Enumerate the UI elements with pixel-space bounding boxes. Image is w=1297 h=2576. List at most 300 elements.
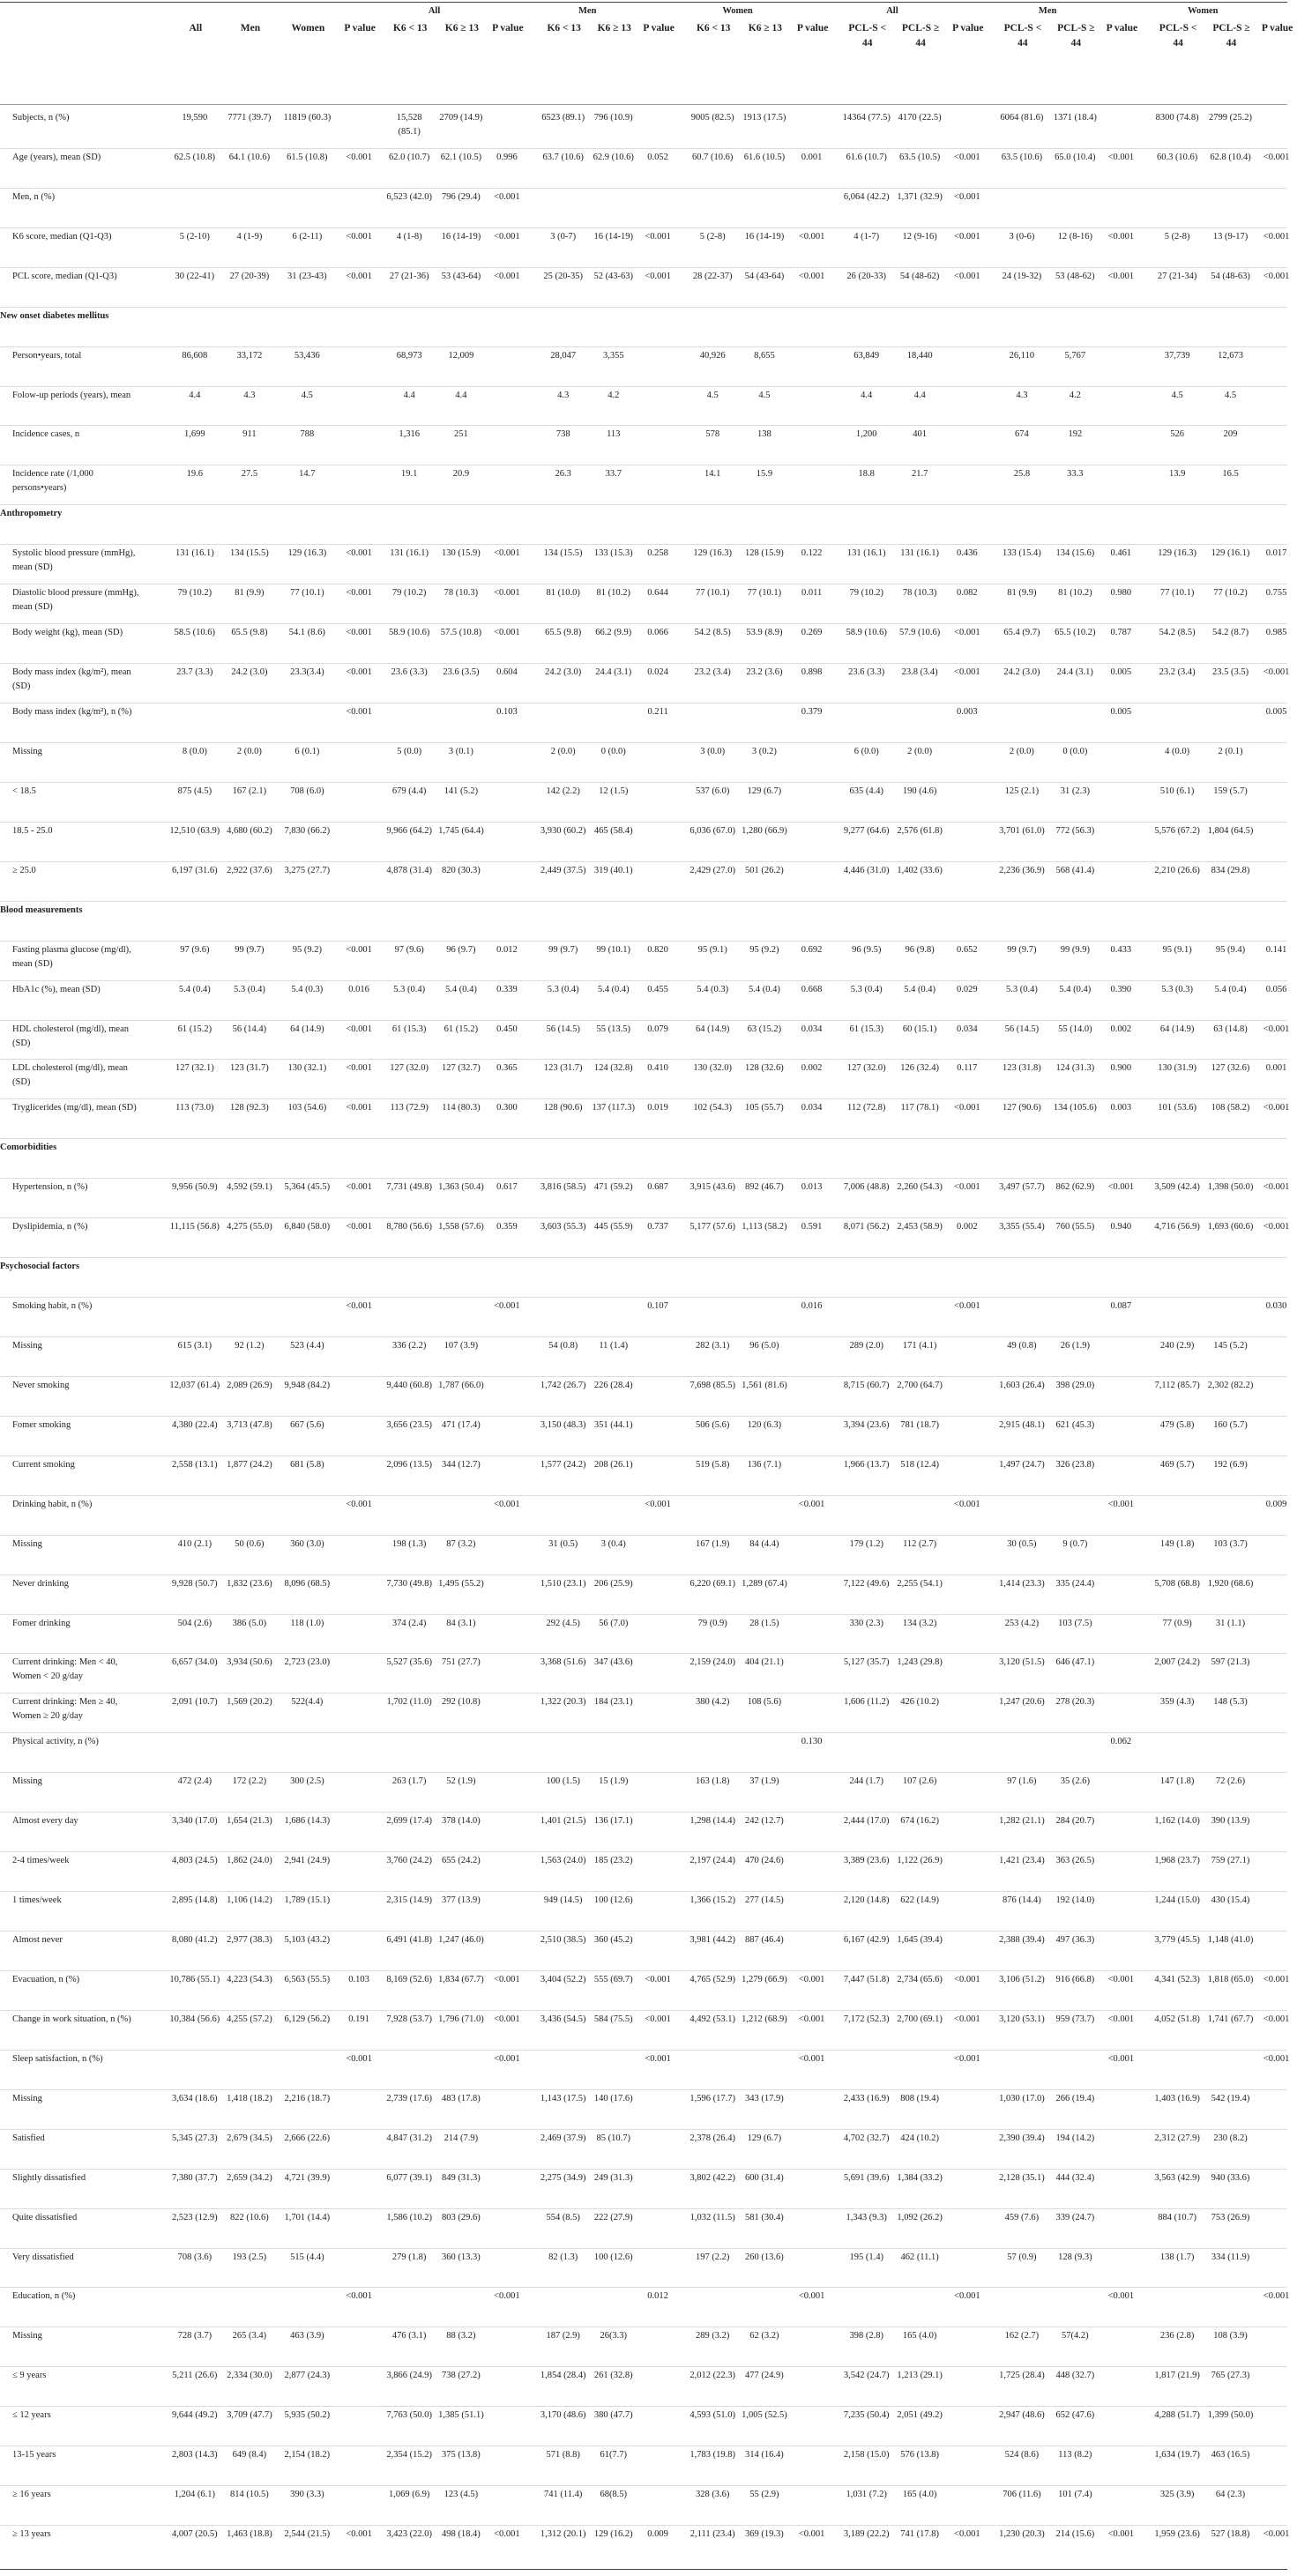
table-cell: 18,440	[906, 350, 933, 361]
table-cell: <0.001	[1107, 2529, 1135, 2540]
table-cell: 16.5	[1222, 469, 1239, 480]
table-cell: 85 (10.7)	[596, 2133, 630, 2143]
table-cell: 12,009	[448, 350, 474, 361]
table-cell: <0.001	[1107, 152, 1135, 162]
table-cell: 501 (26.2)	[745, 865, 784, 875]
column-header: Men	[240, 23, 261, 34]
table-cell: 5,708 (68.8)	[1154, 1578, 1200, 1589]
table-cell: 112 (72.8)	[847, 1103, 886, 1113]
table-cell: <0.001	[494, 271, 520, 281]
table-cell: 148 (5.3)	[1213, 1697, 1248, 1708]
table-cell: 2,388 (39.4)	[999, 1935, 1045, 1946]
table-cell: 123 (4.5)	[444, 2490, 479, 2500]
table-cell: 26(3.3)	[600, 2331, 628, 2341]
table-cell: 0.644	[647, 588, 668, 599]
table-cell: 1,832 (23.6)	[227, 1578, 272, 1589]
table-cell: 57.9 (10.6)	[898, 628, 941, 638]
table-cell: 1,148 (41.0)	[1207, 1935, 1254, 1946]
table-cell: 2799 (25.2)	[1209, 113, 1253, 123]
table-cell: 4.3	[557, 390, 570, 400]
column-header: K6 ≥ 13	[748, 23, 783, 34]
table-cell: 79 (10.2)	[391, 588, 427, 599]
row-divider	[0, 1732, 1287, 1733]
table-cell: 8,169 (52.6)	[386, 1974, 432, 1984]
table-cell: 4.5	[1224, 390, 1237, 400]
table-cell: 206 (25.9)	[593, 1578, 633, 1589]
table-cell: 5.4 (0.4)	[1214, 984, 1247, 994]
table-cell: 0.130	[801, 1737, 823, 1747]
table-cell: 2,723 (23.0)	[284, 1657, 331, 1668]
table-cell: 728 (3.7)	[177, 2331, 212, 2341]
table-cell: 0.011	[801, 588, 823, 599]
table-cell: 1,247 (46.0)	[438, 1935, 484, 1946]
table-cell: 99 (9.7)	[1007, 944, 1037, 955]
table-cell: 3,150 (48.3)	[540, 1419, 586, 1430]
table-cell: <0.001	[1107, 1499, 1135, 1509]
header-rule	[0, 104, 1287, 105]
table-cell: 2,666 (22.6)	[284, 2133, 331, 2143]
table-cell: 101 (53.6)	[1158, 1103, 1196, 1113]
table-cell: 123 (31.7)	[230, 1063, 269, 1074]
row-label: ≤ 12 years	[12, 2410, 51, 2421]
table-cell: 25.8	[1013, 469, 1031, 480]
table-cell: <0.001	[954, 231, 980, 242]
table-cell: 8,715 (60.7)	[843, 1380, 890, 1390]
table-cell: <0.001	[1263, 1182, 1290, 1193]
table-cell: 3,394 (23.6)	[843, 1419, 890, 1430]
table-cell: 60 (15.1)	[902, 1024, 937, 1034]
column-header: PCL-S < 44	[1003, 23, 1042, 48]
table-cell: <0.001	[954, 1301, 980, 1312]
table-cell: 53,436	[294, 350, 320, 361]
table-cell: 1,069 (6.9)	[388, 2490, 430, 2500]
table-cell: 26 (20-33)	[846, 271, 887, 281]
table-cell: 1913 (17.5)	[742, 113, 786, 123]
table-cell: 292 (4.5)	[546, 1618, 580, 1628]
table-cell: 3,120 (51.5)	[999, 1657, 1045, 1668]
table-cell: 1,143 (17.5)	[540, 2093, 586, 2103]
table-cell: 1,586 (10.2)	[386, 2212, 432, 2222]
table-cell: 117 (78.1)	[900, 1103, 939, 1113]
table-cell: 113 (73.0)	[175, 1103, 214, 1113]
table-cell: 131 (16.1)	[846, 548, 886, 559]
table-cell: 50 (0.6)	[235, 1538, 265, 1549]
table-cell: <0.001	[494, 2014, 520, 2024]
table-cell: 401	[913, 429, 927, 440]
table-cell: 137 (117.3)	[592, 1103, 636, 1113]
table-cell: 351 (44.1)	[593, 1419, 633, 1430]
table-cell: 374 (2.4)	[391, 1618, 427, 1628]
table-cell: 54 (0.8)	[548, 1341, 578, 1351]
table-cell: 129 (16.3)	[287, 548, 327, 559]
table-cell: 708 (3.6)	[177, 2252, 212, 2262]
table-cell: 64 (14.9)	[695, 1024, 730, 1034]
table-cell: 3,634 (18.6)	[172, 2093, 218, 2103]
table-cell: 27 (21-36)	[389, 271, 429, 281]
table-cell: 1,421 (23.4)	[999, 1856, 1045, 1866]
table-cell: 24.2 (3.0)	[231, 667, 268, 678]
table-cell: <0.001	[1263, 1974, 1290, 1984]
table-cell: 6,563 (55.5)	[284, 1974, 331, 1984]
table-cell: 834 (29.8)	[1211, 865, 1250, 875]
table-cell: <0.001	[494, 2053, 520, 2064]
table-cell: 16 (14-19)	[593, 231, 634, 242]
table-cell: 7,830 (66.2)	[284, 825, 331, 836]
table-cell: 7771 (39.7)	[227, 113, 272, 123]
table-cell: 81 (9.9)	[235, 588, 265, 599]
table-cell: 61 (15.2)	[444, 1024, 479, 1034]
table-cell: 57.5 (10.8)	[440, 628, 482, 638]
table-cell: 222 (27.9)	[593, 2212, 633, 2222]
table-cell: <0.001	[1263, 2291, 1290, 2302]
table-cell: 519 (5.8)	[695, 1459, 730, 1470]
table-cell: 1,634 (19.7)	[1154, 2450, 1200, 2461]
table-cell: 118 (1.0)	[290, 1618, 324, 1628]
table-cell: 380 (47.7)	[593, 2410, 633, 2421]
table-cell: <0.001	[954, 152, 980, 162]
table-cell: 8,080 (41.2)	[172, 1935, 218, 1946]
table-cell: 61.5 (10.8)	[287, 152, 328, 162]
table-cell: 134 (15.5)	[230, 548, 269, 559]
section-heading: Comorbidities	[0, 1143, 57, 1153]
table-cell: 6,167 (42.9)	[843, 1935, 890, 1946]
table-cell: 9,928 (50.7)	[172, 1578, 218, 1589]
table-cell: 506 (5.6)	[695, 1419, 730, 1430]
table-cell: <0.001	[346, 588, 372, 599]
table-cell: 23.2 (3.4)	[694, 667, 731, 678]
table-cell: 526	[1170, 429, 1184, 440]
table-cell: 61(7.7)	[600, 2450, 628, 2461]
table-cell: 2709 (14.9)	[439, 113, 483, 123]
table-cell: 54.2 (8.7)	[1211, 628, 1249, 638]
row-divider	[0, 2525, 1287, 2526]
table-cell: 0.087	[1110, 1301, 1132, 1312]
table-cell: <0.001	[346, 707, 372, 718]
table-cell: 95 (9.1)	[697, 944, 727, 955]
table-cell: 751 (27.7)	[442, 1657, 481, 1668]
table-cell: 3,355	[602, 350, 624, 361]
table-cell: 9,644 (49.2)	[172, 2410, 218, 2421]
table-cell: 24 (19-32)	[1002, 271, 1042, 281]
row-divider	[0, 1098, 1287, 1099]
column-header: P value	[796, 23, 829, 34]
table-cell: 97 (1.6)	[1007, 1776, 1037, 1787]
table-cell: <0.001	[1263, 152, 1290, 162]
table-cell: 7,235 (50.4)	[843, 2410, 890, 2421]
table-cell: 390 (3.3)	[290, 2490, 324, 2500]
table-cell: 0.103	[348, 1974, 369, 1984]
table-cell: 5.3 (0.4)	[850, 984, 883, 994]
table-cell: 54.2 (8.5)	[1159, 628, 1196, 638]
table-cell: <0.001	[346, 1222, 372, 1232]
table-cell: 328 (3.6)	[695, 2490, 730, 2500]
table-cell: 0.787	[1110, 628, 1132, 638]
table-cell: 113	[607, 429, 621, 440]
table-cell: <0.001	[1107, 231, 1135, 242]
table-cell: 1,789 (15.1)	[284, 1895, 331, 1906]
table-cell: 5.3 (0.4)	[1005, 984, 1038, 994]
table-cell: 462 (11.1)	[900, 2252, 939, 2262]
table-cell: 2,216 (18.7)	[284, 2093, 331, 2103]
row-label: Smoking habit, n (%)	[12, 1301, 93, 1312]
table-cell: 128 (9.3)	[1058, 2252, 1092, 2262]
table-cell: 319 (40.1)	[593, 865, 633, 875]
table-cell: <0.001	[346, 231, 372, 242]
table-cell: <0.001	[1263, 2014, 1290, 2024]
row-label: Hypertension, n (%)	[12, 1182, 88, 1193]
table-cell: 261 (32.8)	[593, 2371, 633, 2381]
table-cell: 8 (0.0)	[182, 746, 207, 756]
table-cell: <0.001	[1107, 2053, 1135, 2064]
table-cell: <0.001	[494, 628, 520, 638]
table-cell: 72 (2.6)	[1215, 1776, 1246, 1787]
table-cell: 483 (17.8)	[442, 2093, 481, 2103]
table-cell: 0.455	[647, 984, 668, 994]
table-cell: 916 (66.8)	[1055, 1974, 1095, 1984]
table-cell: 5 (2-8)	[699, 231, 726, 242]
table-cell: 124 (32.8)	[593, 1063, 633, 1074]
table-cell: 4,680 (60.2)	[227, 825, 272, 836]
row-divider	[0, 1178, 1287, 1179]
row-divider	[0, 2366, 1287, 2367]
table-cell: <0.001	[954, 2529, 980, 2540]
table-cell: 1,289 (67.4)	[742, 1578, 787, 1589]
table-cell: 24.2 (3.0)	[1003, 667, 1040, 678]
table-cell: 9,948 (84.2)	[284, 1380, 331, 1390]
row-label: Missing	[12, 1538, 42, 1549]
table-cell: 1,398 (50.0)	[1207, 1182, 1254, 1193]
row-divider	[0, 1336, 1287, 1337]
table-cell: 179 (1.2)	[849, 1538, 883, 1549]
group-header: Women	[1188, 6, 1219, 16]
table-cell: 2 (0.1)	[1218, 746, 1243, 756]
table-cell: 0.079	[647, 1024, 668, 1034]
table-cell: 31 (2.3)	[1060, 785, 1090, 796]
table-cell: 772 (56.3)	[1055, 825, 1095, 836]
table-cell: 3 (0.2)	[751, 746, 777, 756]
table-cell: 515 (4.4)	[290, 2252, 324, 2262]
table-cell: 7,380 (37.7)	[172, 2172, 218, 2183]
table-cell: 149 (1.8)	[1159, 1538, 1195, 1549]
table-cell: 949 (14.5)	[543, 1895, 583, 1906]
table-cell: 134 (3.2)	[902, 1618, 937, 1628]
table-cell: 62.5 (10.8)	[174, 152, 216, 162]
table-cell: 1,401 (21.5)	[540, 1816, 586, 1827]
table-cell: 136 (7.1)	[747, 1459, 782, 1470]
table-cell: 0.002	[801, 1063, 823, 1074]
table-cell: 64 (14.9)	[290, 1024, 324, 1034]
row-label: < 18.5	[12, 785, 36, 796]
row-divider	[0, 1020, 1287, 1021]
table-cell: 0.001	[1265, 1063, 1287, 1074]
row-divider	[0, 623, 1287, 624]
row-label: Quite dissatisfied	[12, 2212, 78, 2222]
table-cell: 4,446 (31.0)	[843, 865, 890, 875]
table-cell: 1,862 (24.0)	[227, 1856, 272, 1866]
table-cell: 334 (11.9)	[1211, 2252, 1250, 2262]
table-cell: 523 (4.4)	[290, 1341, 324, 1351]
table-cell: 1,563 (24.0)	[540, 1856, 586, 1866]
table-cell: <0.001	[645, 2014, 671, 2024]
row-label: Tryglicerides (mg/dl), mean (SD)	[12, 1103, 137, 1113]
table-cell: 600 (31.4)	[745, 2172, 784, 2183]
table-cell: 54 (48-62)	[899, 271, 940, 281]
table-cell: 1,282 (21.1)	[999, 1816, 1045, 1827]
table-cell: 1,686 (14.3)	[284, 1816, 331, 1827]
table-cell: 1,783 (19.8)	[689, 2450, 735, 2461]
table-cell: 649 (8.4)	[232, 2450, 267, 2461]
row-divider	[0, 2485, 1287, 2486]
table-cell: 95 (9.4)	[1215, 944, 1246, 955]
table-cell: 113 (8.2)	[1058, 2450, 1092, 2461]
row-label: Body weight (kg), mean (SD)	[12, 628, 123, 638]
table-cell: 1,403 (16.9)	[1154, 2093, 1200, 2103]
table-cell: 102 (54.3)	[693, 1103, 733, 1113]
table-cell: 788	[300, 429, 315, 440]
table-cell: 279 (1.8)	[391, 2252, 427, 2262]
row-label: Current drinking: Men ≥ 40, Women ≥ 20 g/day	[12, 1697, 118, 1722]
table-cell: 875 (4.5)	[177, 785, 212, 796]
table-cell: 7,122 (49.6)	[843, 1578, 890, 1589]
table-cell: 128 (32.6)	[745, 1063, 784, 1074]
table-cell: <0.001	[346, 548, 372, 559]
table-cell: 0.016	[348, 984, 369, 994]
table-cell: 209	[1223, 429, 1238, 440]
table-cell: <0.001	[494, 1499, 520, 1509]
row-divider	[0, 1495, 1287, 1496]
table-cell: 0.737	[647, 1222, 668, 1232]
table-cell: 4.2	[608, 390, 620, 400]
table-cell: 30 (0.5)	[1007, 1538, 1037, 1549]
table-cell: 172 (2.2)	[232, 1776, 267, 1787]
table-cell: <0.001	[798, 2053, 825, 2064]
table-cell: 8,096 (68.5)	[284, 1578, 331, 1589]
table-cell: 1,371 (32.9)	[897, 191, 943, 202]
table-cell: 167 (1.9)	[695, 1538, 730, 1549]
table-cell: 195 (1.4)	[849, 2252, 883, 2262]
table-cell: 4,716 (56.9)	[1154, 1222, 1200, 1232]
table-cell: 10,384 (56.6)	[169, 2014, 220, 2024]
table-cell: 300 (2.5)	[290, 1776, 324, 1787]
table-cell: 1,854 (28.4)	[540, 2371, 586, 2381]
table-cell: 37,739	[1164, 350, 1190, 361]
table-cell: 86,608	[182, 350, 208, 361]
table-cell: 127 (32.1)	[175, 1063, 214, 1074]
table-cell: 192 (6.9)	[1213, 1459, 1248, 1470]
table-cell: 1,510 (23.1)	[540, 1578, 586, 1589]
table-cell: 61 (15.3)	[391, 1024, 427, 1034]
table-cell: 0.379	[801, 707, 823, 718]
table-cell: 0 (0.0)	[600, 746, 626, 756]
column-header: Women	[291, 23, 325, 34]
column-header: PCL-S ≥ 44	[1057, 23, 1095, 48]
table-cell: 263 (1.7)	[391, 1776, 427, 1787]
table-cell: 892 (46.7)	[745, 1182, 784, 1193]
table-cell: 131 (16.1)	[390, 548, 429, 559]
table-cell: 4.4	[189, 390, 201, 400]
table-cell: 167 (2.1)	[232, 785, 267, 796]
table-cell: 28 (22-37)	[692, 271, 733, 281]
table-cell: <0.001	[494, 588, 520, 599]
table-cell: 64 (2.3)	[1215, 2490, 1246, 2500]
table-cell: 4.4	[455, 390, 467, 400]
table-cell: 760 (55.5)	[1055, 1222, 1095, 1232]
table-cell: 77 (10.2)	[1213, 588, 1248, 599]
table-cell: 3,106 (51.2)	[999, 1974, 1045, 1984]
table-cell: 876 (14.4)	[1003, 1895, 1041, 1906]
table-cell: 2,051 (49.2)	[897, 2410, 943, 2421]
row-label: Incidence rate (/1,000 persons•years)	[12, 469, 93, 494]
table-cell: 330 (2.3)	[849, 1618, 883, 1628]
table-cell: <0.001	[1107, 2291, 1135, 2302]
table-cell: 0.034	[957, 1024, 978, 1034]
table-cell: 23.5 (3.5)	[1211, 667, 1249, 678]
column-header: P value	[1106, 23, 1138, 34]
table-cell: 160 (5.7)	[1213, 1419, 1248, 1430]
table-cell: 655 (24.2)	[442, 1856, 481, 1866]
table-cell: 56 (14.5)	[1004, 1024, 1040, 1034]
table-cell: 4,341 (52.3)	[1154, 1974, 1200, 1984]
table-cell: 129 (16.3)	[693, 548, 733, 559]
table-cell: <0.001	[1107, 2014, 1135, 2024]
table-cell: 2,977 (38.3)	[227, 1935, 272, 1946]
table-cell: 2,558 (13.1)	[172, 1459, 218, 1470]
table-cell: 292 (10.8)	[442, 1697, 481, 1708]
table-cell: 16 (14-19)	[441, 231, 481, 242]
row-divider	[0, 1891, 1287, 1892]
row-divider	[0, 980, 1287, 981]
table-cell: 82 (1.3)	[548, 2252, 578, 2262]
table-cell: 0.258	[647, 548, 668, 559]
table-cell: 260 (13.6)	[745, 2252, 784, 2262]
row-divider	[0, 782, 1287, 783]
table-cell: 706 (11.6)	[1003, 2490, 1041, 2500]
row-label: Incidence cases, n	[12, 429, 80, 440]
table-cell: 1,745 (64.4)	[438, 825, 484, 836]
table-cell: 4,721 (39.9)	[284, 2172, 331, 2183]
table-cell: 49 (0.8)	[1007, 1341, 1037, 1351]
table-cell: 363 (26.5)	[1055, 1856, 1095, 1866]
table-cell: 3,189 (22.2)	[843, 2529, 890, 2540]
table-cell: 0.996	[496, 152, 518, 162]
table-cell: 79 (10.2)	[849, 588, 883, 599]
table-cell: 1,031 (7.2)	[846, 2490, 887, 2500]
table-cell: 5.4 (0.4)	[904, 984, 936, 994]
table-cell: 2,803 (14.3)	[172, 2450, 218, 2461]
table-cell: 1,645 (39.4)	[897, 1935, 943, 1946]
table-cell: 62.1 (10.5)	[440, 152, 482, 162]
table-cell: 230 (8.2)	[1213, 2133, 1248, 2143]
table-cell: <0.001	[798, 2014, 825, 2024]
table-cell: 2,096 (13.5)	[386, 1459, 432, 1470]
table-cell: 2,302 (82.2)	[1207, 1380, 1254, 1390]
table-cell: 6,491 (41.8)	[386, 1935, 432, 1946]
table-cell: 65.5 (10.2)	[1055, 628, 1096, 638]
table-cell: 959 (73.7)	[1055, 2014, 1095, 2024]
table-cell: 1,834 (67.7)	[438, 1974, 484, 1984]
table-cell: <0.001	[494, 548, 520, 559]
table-cell: 1,402 (33.6)	[897, 865, 943, 875]
table-cell: 138 (1.7)	[1159, 2252, 1195, 2262]
table-cell: 0.030	[1265, 1301, 1287, 1312]
table-cell: 3,930 (60.2)	[540, 825, 586, 836]
table-cell: 9,966 (64.2)	[386, 825, 432, 836]
table-cell: 378 (14.0)	[442, 1816, 481, 1827]
table-cell: 30 (22-41)	[175, 271, 215, 281]
table-cell: 13 (9-17)	[1212, 231, 1249, 242]
table-cell: 1,032 (11.5)	[689, 2212, 735, 2222]
row-divider	[0, 267, 1287, 268]
